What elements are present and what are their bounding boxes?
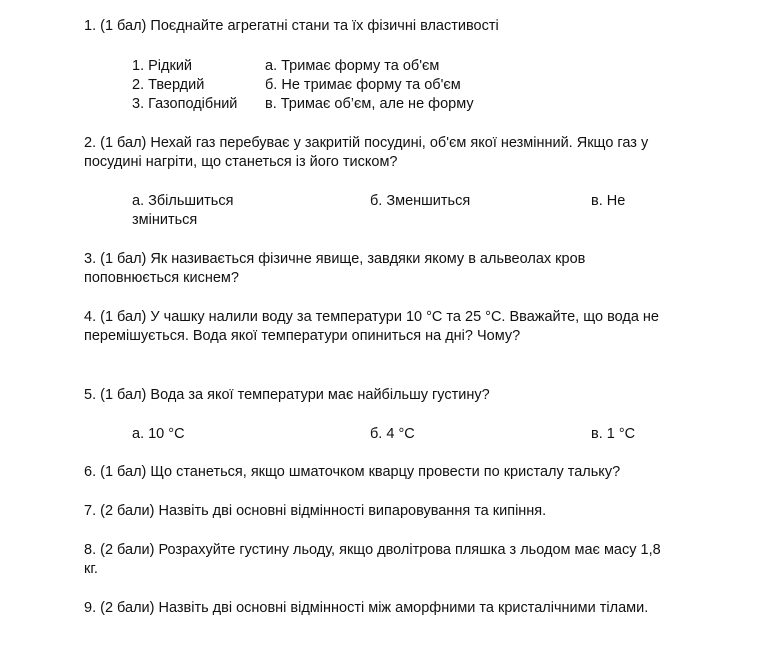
question-8-text: кг. — [84, 561, 98, 577]
answer-option-a: а. 10 °C — [132, 426, 185, 442]
match-left-item: 3. Газоподібний — [132, 96, 238, 112]
question-9-text: 9. (2 бали) Назвіть дві основні відмінності між аморфними та кристалічними тілами. — [84, 600, 649, 616]
question-2-text: посудині нагріти, що станеться із його тиском? — [84, 154, 398, 170]
question-7-text: 7. (2 бали) Назвіть дві основні відмінності випаровування та кипіння. — [84, 503, 547, 519]
question-5-text: 5. (1 бал) Вода за якої температури має найбільшу густину? — [84, 387, 490, 403]
answer-option-c: в. Не — [591, 193, 626, 209]
question-4-text: 4. (1 бал) У чашку налили воду за температури 10 °C та 25 °C. Вважайте, що вода не — [84, 309, 660, 325]
answer-option-c: в. 1 °C — [591, 426, 636, 442]
answer-option-continuation: зміниться — [132, 212, 198, 228]
answer-option-a: а. Збільшиться — [132, 193, 234, 209]
answer-option-b: б. 4 °C — [370, 426, 415, 442]
match-left-item: 1. Рідкий — [132, 58, 193, 74]
match-right-item: б. Не тримає форму та об'єм — [265, 77, 461, 93]
answer-option-b: б. Зменшиться — [370, 193, 471, 209]
match-right-item: а. Тримає форму та об'єм — [265, 58, 440, 74]
question-8-text: 8. (2 бали) Розрахуйте густину льоду, якщо дволітрова пляшка з льодом має масу 1,8 — [84, 542, 661, 558]
question-3-text: поповнюється киснем? — [84, 270, 239, 286]
question-4-text: перемішується. Вода якої температури опиниться на дні? Чому? — [84, 328, 521, 344]
match-right-item: в. Тримає об’єм, але не форму — [265, 96, 474, 112]
question-2-text: 2. (1 бал) Нехай газ перебуває у закритій посудині, об'єм якої незмінний. Якщо газ у — [84, 135, 649, 151]
match-left-item: 2. Твердий — [132, 77, 205, 93]
question-6-text: 6. (1 бал) Що станеться, якщо шматочком кварцу провести по кристалу тальку? — [84, 464, 621, 480]
question-1-text: 1. (1 бал) Поєднайте агрегатні стани та їх фізичні властивості — [84, 18, 499, 34]
question-3-text: 3. (1 бал) Як називається фізичне явище, завдяки якому в альвеолах кров — [84, 251, 586, 267]
